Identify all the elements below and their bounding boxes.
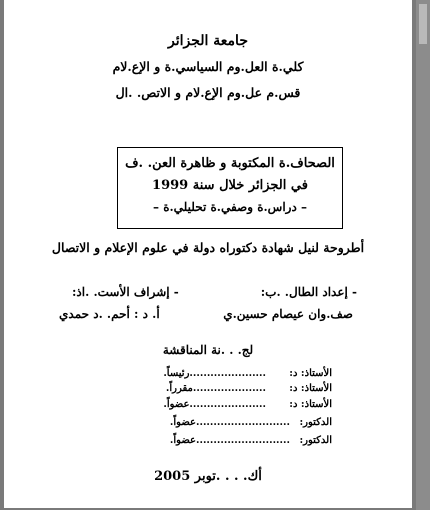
committee-row-role: ...........................عضواً. <box>169 435 290 446</box>
vertical-scrollbar[interactable] <box>416 0 430 510</box>
department-name: قس.م عل.وم الإع.لام و الاتص. .ال <box>115 85 301 100</box>
supervision-label: - إشراف الأست. .اذ: <box>72 285 179 299</box>
committee-row-role: ...........................عضواً. <box>169 417 290 428</box>
student-name: صف.وان عيصام حسين.ي <box>223 307 353 321</box>
document-page <box>4 0 412 508</box>
committee-row-role: ......................عضواً. <box>163 399 266 410</box>
committee-row-title: الأستاذ: د: <box>289 383 332 394</box>
title-line-1: الصحاف.ة المكتوبة و ظاهرة العن. .ف <box>125 156 335 171</box>
defense-date: أك. . . .توبر 2005 <box>154 469 262 484</box>
title-box <box>117 147 343 229</box>
committee-row-title: الدكتور: <box>299 435 332 446</box>
scrollbar-thumb[interactable] <box>419 4 427 44</box>
committee-row-title: الدكتور: <box>299 417 332 428</box>
title-line-2: في الجزائر خلال سنة 1999 <box>152 178 308 193</box>
university-name: جامعة الجزائر <box>168 33 248 49</box>
committee-row-title: الأستاذ: د: <box>289 399 332 410</box>
prepared-label: - إعداد الطال. .ب: <box>260 285 357 299</box>
title-line-3: – دراس.ة وصفي.ة تحليلي.ة – <box>153 200 307 214</box>
supervisor-name: أ. د : أحم. .د حمدي <box>59 307 160 321</box>
committee-title: لج. . .نة المناقشة <box>162 343 254 357</box>
committee-row-role: ......................رئيساً. <box>163 368 266 379</box>
faculty-name: كلي.ة العل.وم السياسي.ة و الإع.لام <box>112 59 304 74</box>
thesis-line: أطروحة لنيل شهادة دكتوراه دولة في علوم الإعلام و الاتصال <box>51 240 365 255</box>
committee-row-role: .....................مقرراً. <box>165 383 266 394</box>
committee-row-title: الأستاذ: د: <box>289 368 332 379</box>
